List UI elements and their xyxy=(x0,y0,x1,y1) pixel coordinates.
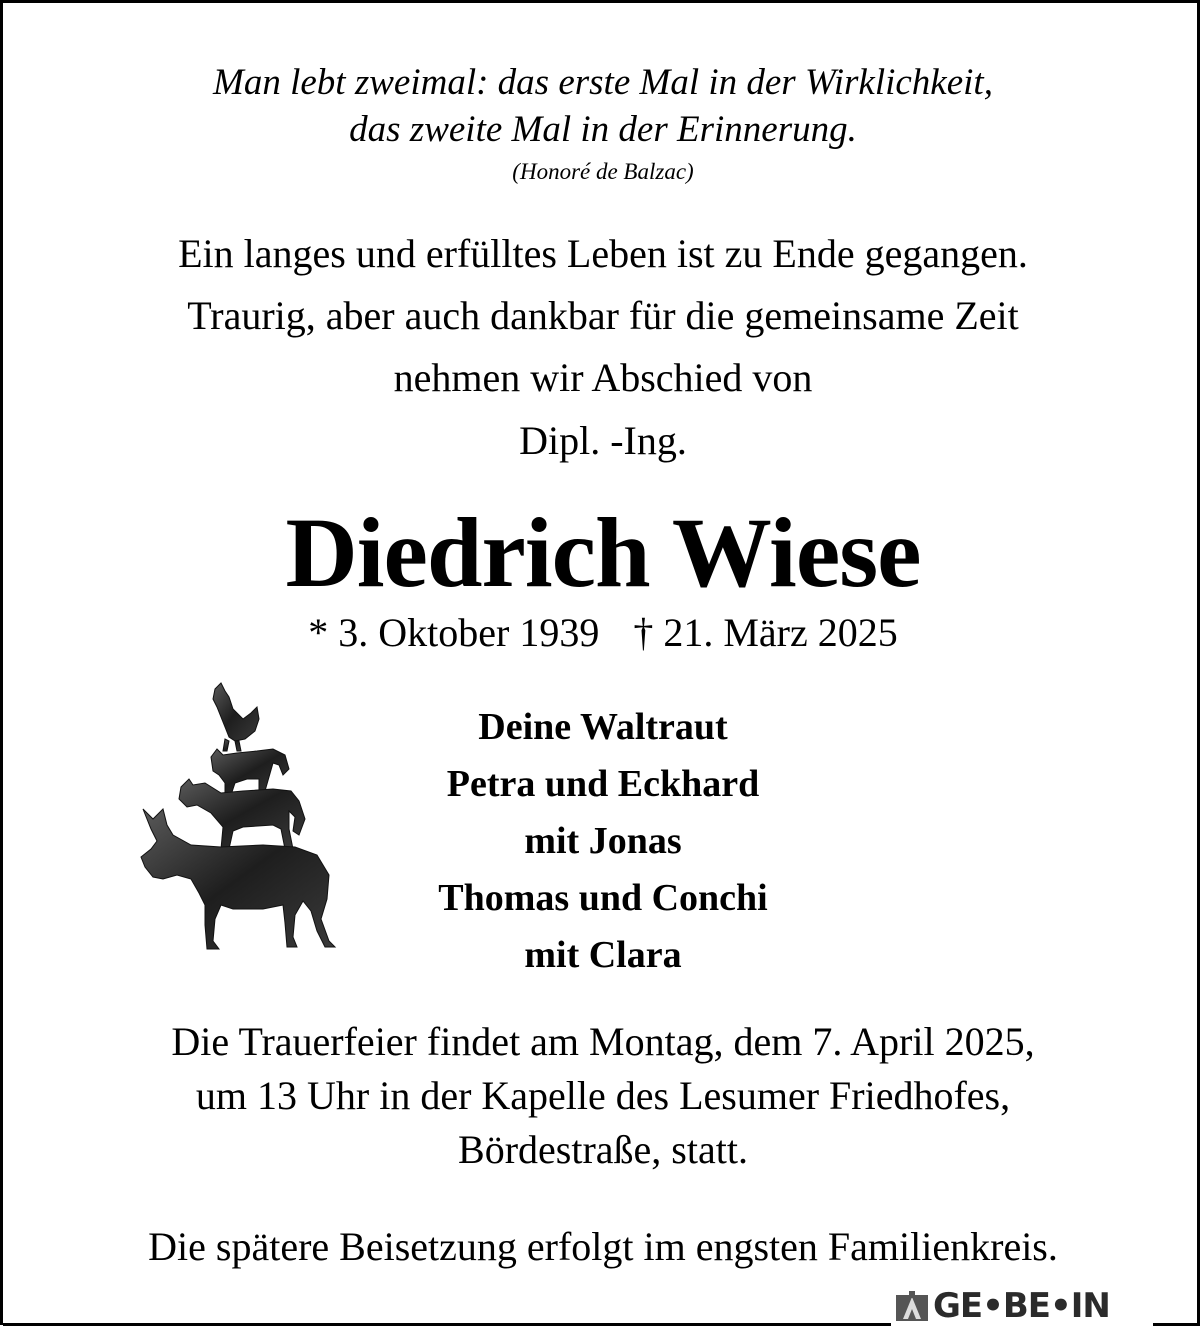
mourner-2: Petra und Eckhard xyxy=(446,763,760,805)
deceased-name: Diedrich Wiese xyxy=(285,497,921,608)
death-date: † 21. März 2025 xyxy=(633,610,898,655)
ceremony-line-3: Bördestraße, statt. xyxy=(458,1127,748,1172)
gebein-logo xyxy=(895,1284,1110,1328)
ceremony-line-1: Die Trauerfeier findet am Montag, dem 7. April 2025, xyxy=(171,1019,1035,1064)
burial-info: Die spätere Beisetzung erfolgt im engsten Familienkreis. xyxy=(148,1224,1058,1269)
gebein-logo-text: GE•BE•IN xyxy=(933,1286,1110,1326)
quote-line-2: das zweite Mal in der Erinnerung. xyxy=(349,109,857,150)
quote-author: (Honoré de Balzac) xyxy=(512,159,694,184)
intro-line-3: nehmen wir Abschied von xyxy=(393,355,813,400)
funeral-service-info xyxy=(3,1015,1200,1177)
mourner-1: Deine Waltraut xyxy=(478,706,728,748)
life-dates xyxy=(3,609,1200,656)
mourner-5: mit Clara xyxy=(524,934,682,976)
intro-text xyxy=(3,223,1200,409)
quote-line-1: Man lebt zweimal: das erste Mal in der Wirklichkeit, xyxy=(213,62,993,103)
mourner-3: mit Jonas xyxy=(524,820,682,862)
mourner-4: Thomas und Conchi xyxy=(438,877,768,919)
bremen-town-musicians-icon xyxy=(133,679,343,959)
ceremony-line-2: um 13 Uhr in der Kapelle des Lesumer Friedhofes, xyxy=(195,1073,1011,1118)
mourners-list xyxy=(393,699,813,984)
academic-title: Dipl. -Ing. xyxy=(519,418,687,463)
intro-line-1: Ein langes und erfülltes Leben ist zu Ende gegangen. xyxy=(178,231,1028,276)
birth-date: * 3. Oktober 1939 xyxy=(308,610,600,655)
quote xyxy=(3,59,1200,153)
gebein-logo-icon xyxy=(895,1289,929,1323)
intro-line-2: Traurig, aber auch dankbar für die gemeinsame Zeit xyxy=(187,293,1019,338)
